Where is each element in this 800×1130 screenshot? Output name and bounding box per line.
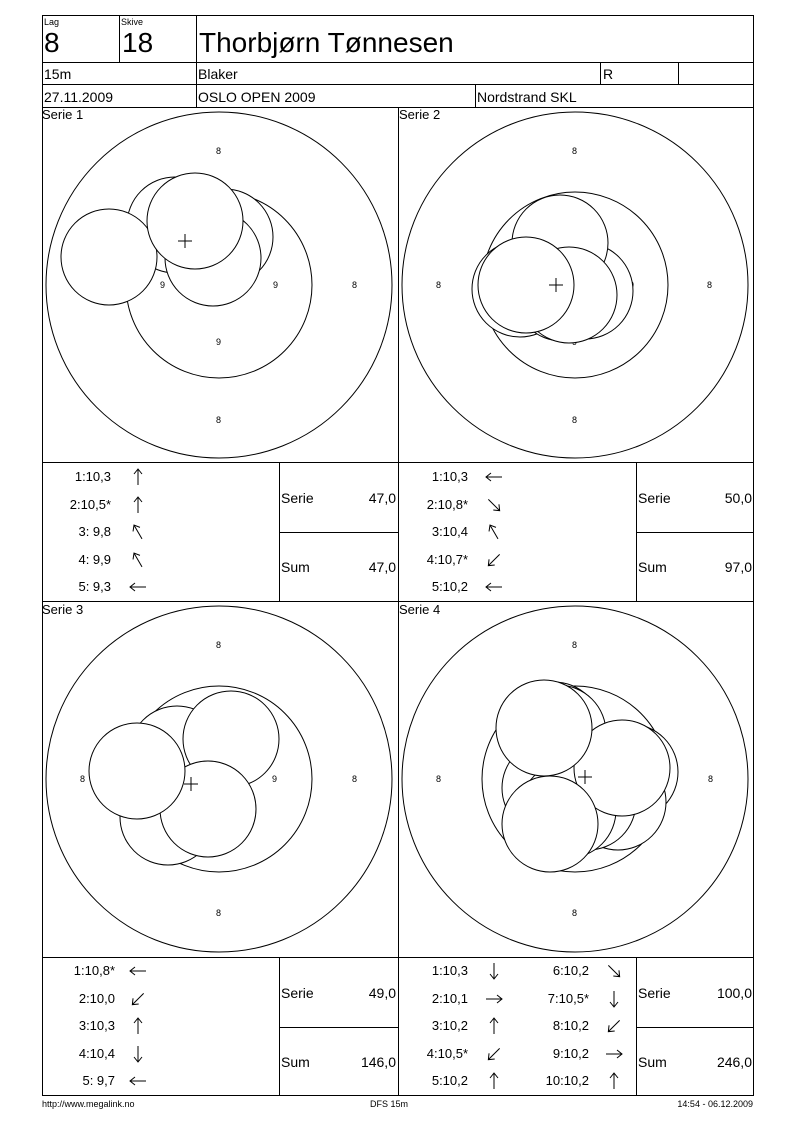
serie-1-serie-value: 47,0 [368, 490, 396, 506]
shot-direction-arrow-icon [484, 495, 504, 515]
shot-label: 4:10,5* [426, 1045, 468, 1061]
ring-label-9: 9 [216, 337, 222, 347]
ring-label-8: 8 [352, 280, 358, 290]
shot-hole [496, 680, 592, 776]
distance: 15m [44, 66, 72, 82]
shot-direction-arrow-icon [128, 989, 148, 1009]
shot-label: 3:10,4 [431, 524, 468, 539]
ring-label-8: 8 [216, 146, 222, 156]
serie-2-serie-value: 50,0 [724, 490, 752, 506]
event-name: OSLO OPEN 2009 [198, 89, 316, 105]
serie-2-sum-value: 97,0 [724, 559, 752, 575]
host-club: Nordstrand SKL [477, 89, 577, 105]
serie-3-title: Serie 3 [42, 602, 84, 617]
shooter-name: Thorbjørn Tønnesen [199, 27, 454, 58]
date: 27.11.2009 [44, 89, 114, 105]
lag-value: 8 [44, 27, 60, 58]
shot-label: 3:10,3 [78, 1018, 115, 1033]
serie-4-serie-label: Serie [638, 985, 671, 1001]
ring-label-8: 8 [216, 908, 222, 918]
ring-label-8: 8 [80, 774, 86, 784]
ring-label-8: 8 [572, 908, 578, 918]
serie-3-sum-label: Sum [281, 1054, 310, 1070]
serie-1-sum-label: Sum [281, 559, 310, 575]
shot-label: 2:10,1 [431, 990, 468, 1006]
serie-2-sum-label: Sum [638, 559, 667, 575]
shot-label: 5:10,2 [431, 579, 468, 594]
serie-3-target [42, 602, 398, 957]
ring-label-8: 8 [436, 280, 442, 290]
footer-program: DFS 15m [370, 1099, 409, 1109]
skive-label: Skive [121, 17, 144, 27]
ring-label-8: 8 [216, 415, 222, 425]
shot-direction-arrow-icon [128, 467, 148, 487]
ring-label-9: 9 [273, 280, 279, 290]
shot-direction-arrow-icon [128, 495, 148, 515]
serie-3-serie-value: 49,0 [368, 985, 396, 1001]
shot-label: 3:10,2 [431, 1018, 468, 1033]
shot-direction-arrow-icon [484, 577, 504, 597]
shot-label: 8:10,2 [552, 1018, 589, 1033]
shot-label: 7:10,5* [547, 990, 589, 1006]
footer-website: http://www.megalink.no [42, 1099, 135, 1109]
shot-label: 3: 9,8 [78, 524, 111, 539]
serie-2-title: Serie 2 [399, 107, 441, 122]
shot-direction-arrow-icon [484, 989, 504, 1009]
serie-2-target [398, 107, 754, 462]
serie-4-serie-value: 100,0 [716, 985, 752, 1001]
ring-label-8: 8 [572, 640, 578, 650]
shot-label: 2:10,8* [426, 496, 468, 512]
shot-label: 2:10,5* [69, 496, 111, 512]
ring-label-8: 8 [572, 146, 578, 156]
shot-direction-arrow-icon [128, 577, 148, 597]
shot-direction-arrow-icon [484, 467, 504, 487]
shot-label: 5: 9,3 [78, 579, 111, 594]
shot-label: 1:10,3 [74, 469, 111, 484]
shot-hole [61, 209, 157, 305]
shot-direction-arrow-icon [484, 522, 504, 542]
serie-4-target [398, 602, 754, 957]
shot-label: 4:10,7* [426, 551, 468, 567]
shot-hole [147, 173, 243, 269]
serie-4-title: Serie 4 [399, 602, 441, 617]
serie-2-serie-label: Serie [638, 490, 671, 506]
shot-direction-arrow-icon [484, 1071, 504, 1091]
shot-label: 1:10,3 [431, 469, 468, 484]
shot-direction-arrow-icon [484, 961, 504, 981]
shot-direction-arrow-icon [484, 1044, 504, 1064]
ring-label-9: 9 [272, 774, 278, 784]
shot-direction-arrow-icon [128, 522, 148, 542]
serie-4-sum-value: 246,0 [716, 1054, 752, 1070]
lag-label: Lag [44, 17, 60, 27]
serie-3-serie-label: Serie [281, 985, 314, 1001]
shot-label: 5: 9,7 [82, 1073, 115, 1088]
shot-label: 1:10,8* [73, 963, 115, 978]
shot-direction-arrow-icon [604, 989, 624, 1009]
ring-label-9: 9 [160, 280, 166, 290]
ring-label-8: 8 [216, 640, 222, 650]
ring-label-8: 8 [436, 774, 442, 784]
ring-label-8: 8 [708, 774, 714, 784]
ring-label-8: 8 [707, 280, 713, 290]
shot-direction-arrow-icon [128, 1044, 148, 1064]
shot-label: 4: 9,9 [78, 551, 111, 567]
shot-direction-arrow-icon [128, 1016, 148, 1036]
footer-printed: 14:54 - 06.12.2009 [677, 1099, 753, 1109]
serie-1-sum-value: 47,0 [368, 559, 396, 575]
shot-direction-arrow-icon [604, 1044, 624, 1064]
ring-label-8: 8 [352, 774, 358, 784]
serie-1-title: Serie 1 [42, 107, 84, 122]
shot-label: 1:10,3 [431, 963, 468, 978]
ring-label-8: 8 [572, 415, 578, 425]
serie-4-sum-label: Sum [638, 1054, 667, 1070]
shot-hole [502, 776, 598, 872]
shot-hole [89, 723, 185, 819]
shot-label: 6:10,2 [552, 963, 589, 978]
shot-direction-arrow-icon [128, 550, 148, 570]
shot-direction-arrow-icon [128, 1071, 148, 1091]
club-region: Blaker [198, 66, 238, 82]
serie-3-sum-value: 146,0 [360, 1054, 396, 1070]
shot-direction-arrow-icon [604, 961, 624, 981]
shot-label: 9:10,2 [552, 1045, 589, 1061]
shot-direction-arrow-icon [484, 1016, 504, 1036]
serie-1-target [42, 107, 398, 462]
shot-label: 4:10,4 [78, 1045, 115, 1061]
serie-1-serie-label: Serie [281, 490, 314, 506]
shot-direction-arrow-icon [484, 550, 504, 570]
shot-label: 10:10,2 [545, 1073, 589, 1088]
shot-direction-arrow-icon [604, 1071, 624, 1091]
shot-direction-arrow-icon [604, 1016, 624, 1036]
shot-label: 5:10,2 [431, 1073, 468, 1088]
class-code: R [603, 66, 614, 82]
shot-direction-arrow-icon [128, 961, 148, 981]
skive-value: 18 [122, 27, 154, 58]
shot-label: 2:10,0 [78, 990, 115, 1006]
